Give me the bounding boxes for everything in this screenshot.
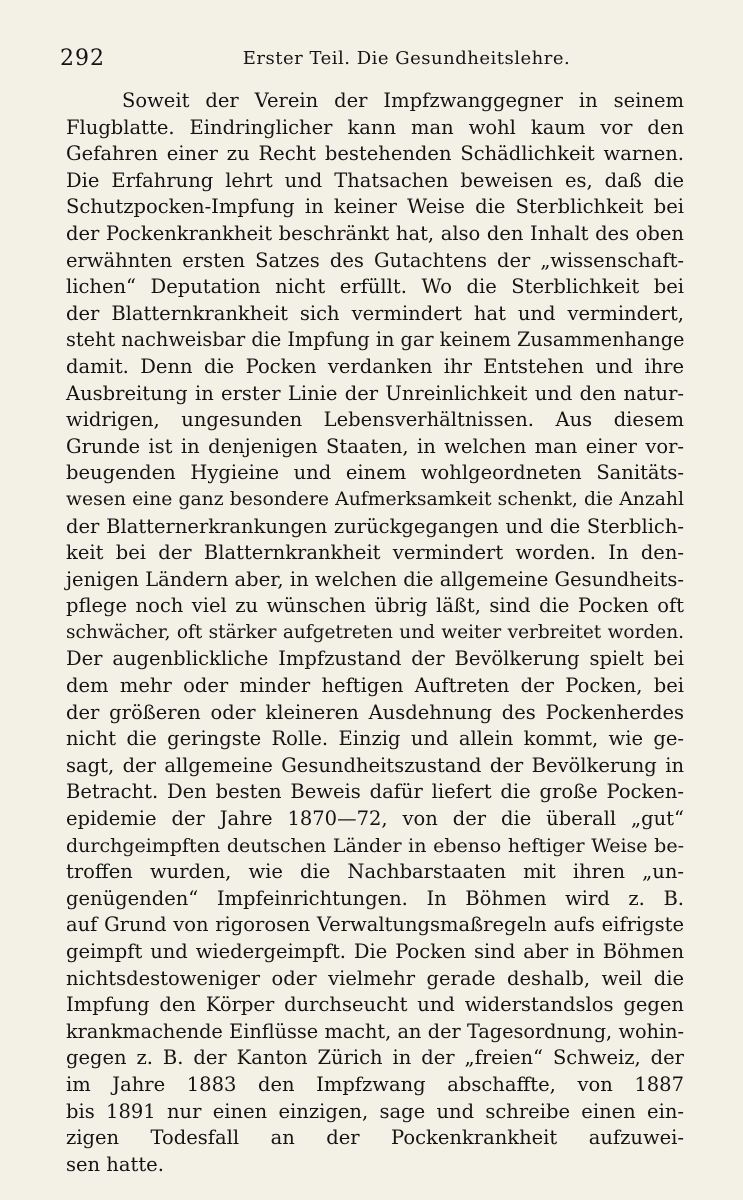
text-line: zigen Todesfall an der Pockenkrankheit aufzuwei- <box>66 1126 684 1150</box>
text-line: genügenden“ Impfeinrichtungen. In Böhmen wird z. B. <box>66 886 684 910</box>
text-line: Betracht. Den besten Beweis dafür liefert die große Pocken- <box>66 780 684 804</box>
text-line: im Jahre 1883 den Impfzwang abschaffte, von 1887 <box>66 1072 684 1096</box>
text-line: Die Erfahrung lehrt und Thatsachen beweisen es, daß die <box>66 168 684 192</box>
running-head: Erster Teil. Die Gesundheitslehre. <box>242 48 571 69</box>
text-line: der Blatternerkrankungen zurückgegangen und die Sterblich- <box>66 514 684 538</box>
text-line: der Pockenkrankheit beschränkt hat, also den Inhalt des oben <box>66 221 684 245</box>
text-line: lichen“ Deputation nicht erfüllt. Wo die Sterblichkeit bei <box>66 275 684 299</box>
text-line: sagt, der allgemeine Gesundheitszustand der Bevölkerung in <box>66 753 684 777</box>
text-line: dem mehr oder minder heftigen Auftreten der Pocken, bei <box>66 674 684 698</box>
text-line: der Blatternkrankheit sich vermindert hat und vermindert, <box>66 301 684 325</box>
text-line: wesen eine ganz besondere Aufmerksamkeit schenkt, die Anzahl <box>66 488 684 510</box>
page-number: 292 <box>60 46 105 71</box>
text-line: Soweit der Verein der Impfzwanggegner in seinem <box>122 89 684 112</box>
text-line: erwähnten ersten Satzes des Gutachtens der „wissenschaft- <box>66 248 684 272</box>
text-line: Gefahren einer zu Recht bestehenden Schädlichkeit warnen. <box>66 142 684 166</box>
text-line: jenigen Ländern aber, in welchen die allgemeine Gesundheits- <box>66 567 684 591</box>
text-line: auf Grund von rigorosen Verwaltungsmaßregeln aufs eifrigste <box>66 913 684 937</box>
page-header <box>60 46 683 76</box>
text-line: Ausbreitung in erster Linie der Unreinlichkeit und den natur- <box>66 381 684 405</box>
text-line: Impfung den Körper durchseucht und widerstandslos gegen <box>66 993 684 1017</box>
text-line: damit. Denn die Pocken verdanken ihr Entstehen und ihre <box>66 354 684 378</box>
text-line: geimpft und wiedergeimpft. Die Pocken sind aber in Böhmen <box>66 940 684 963</box>
text-line: epidemie der Jahre 1870—72, von der die überall „gut“ <box>66 807 684 831</box>
text-line: schwächer, oft stärker aufgetreten und weiter verbreitet worden. <box>66 621 684 643</box>
text-line: nichtsdestoweniger oder vielmehr gerade deshalb, weil die <box>66 966 684 990</box>
text-line: der größeren oder kleineren Ausdehnung des Pockenherdes <box>66 700 684 724</box>
text-line: Grunde ist in denjenigen Staaten, in welchen man einer vor- <box>66 434 684 458</box>
text-line: pflege noch viel zu wünschen übrig läßt, sind die Pocken oft <box>66 594 684 618</box>
text-line: gegen z. B. der Kanton Zürich in der „freien“ Schweiz, der <box>66 1046 684 1070</box>
text-line: Flugblatte. Eindringlicher kann man wohl kaum vor den <box>66 115 684 139</box>
text-line: widrigen, ungesunden Lebensverhältnissen. Aus diesem <box>66 408 684 432</box>
text-line: Schutzpocken-Impfung in keiner Weise die Sterblichkeit bei <box>66 195 684 219</box>
text-line: nicht die geringste Rolle. Einzig und allein kommt, wie ge- <box>66 727 684 751</box>
text-line: sen hatte. <box>66 1152 164 1176</box>
text-line: steht nachweisbar die Impfung in gar keinem Zusammenhange <box>66 328 685 352</box>
body-text <box>66 88 684 1178</box>
text-line: keit bei der Blatternkrankheit vermindert worden. In den- <box>66 541 684 565</box>
text-line: beugenden Hygieine und einem wohlgeordneten Sanitäts- <box>66 461 684 485</box>
text-line: Der augenblickliche Impfzustand der Bevölkerung spielt bei <box>66 647 684 671</box>
text-line: durchgeimpften deutschen Länder in ebenso heftiger Weise be- <box>66 834 684 857</box>
text-line: bis 1891 nur einen einzigen, sage und schreibe einen ein- <box>66 1099 684 1123</box>
text-line: krankmachende Einflüsse macht, an der Tagesordnung, wohin- <box>66 1019 684 1043</box>
text-line: troffen wurden, wie die Nachbarstaaten mit ihren „un- <box>66 860 684 884</box>
